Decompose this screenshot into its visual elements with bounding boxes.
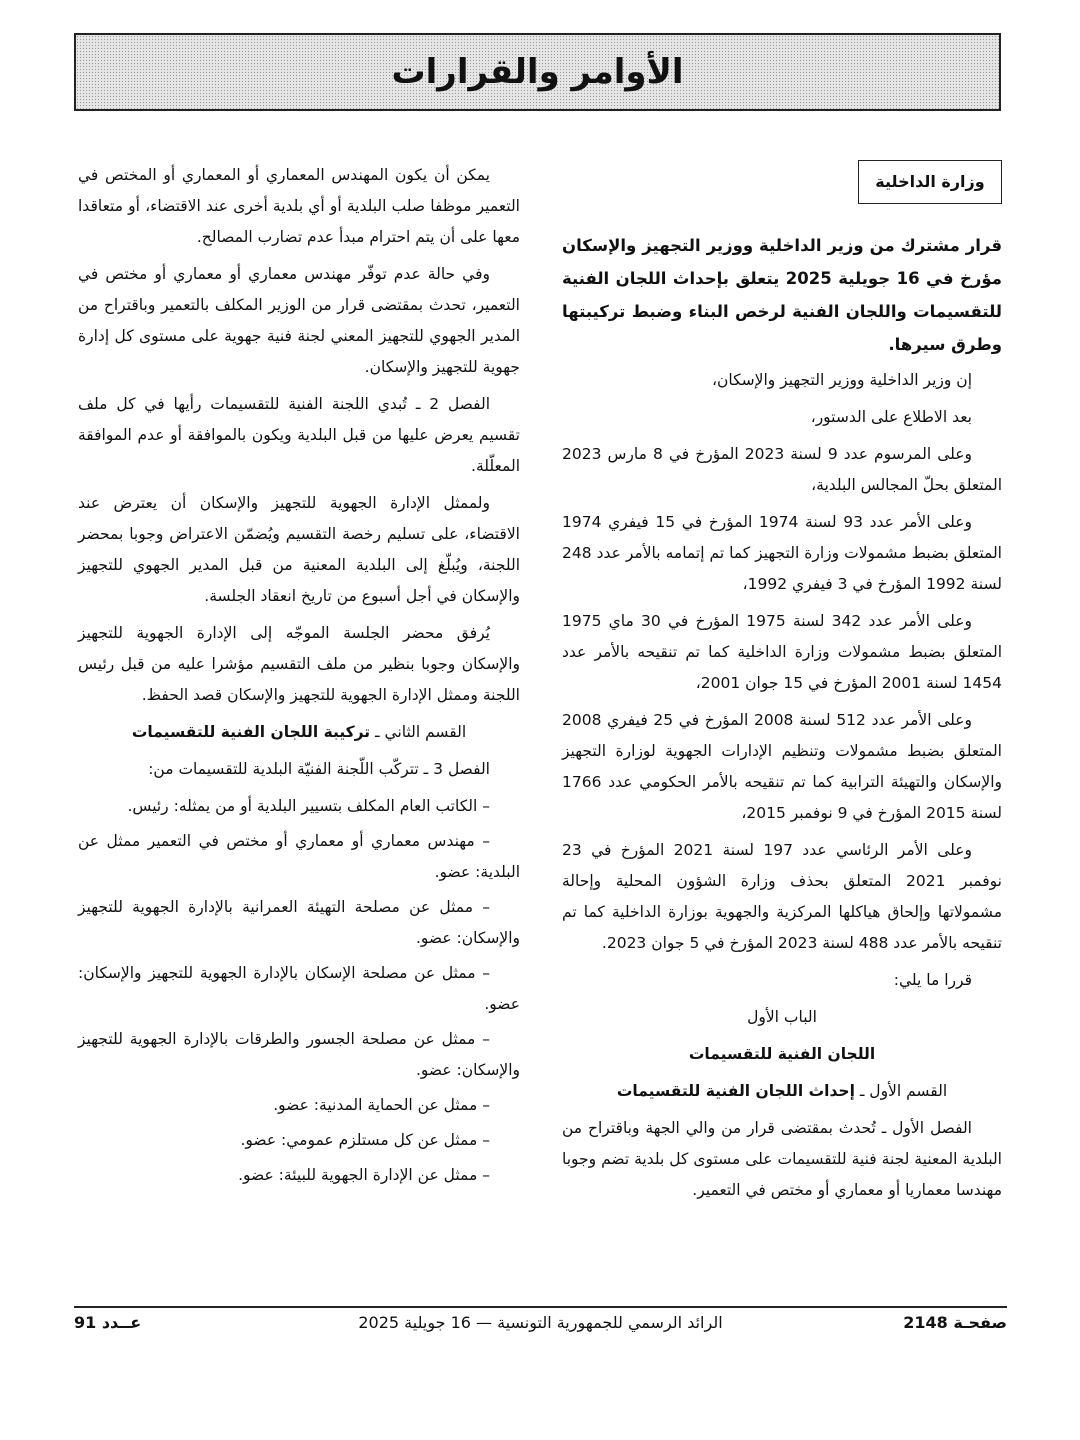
section-1-heading [562, 1076, 1002, 1107]
visa-2: وعلى الأمر عدد 93 لسنة 1974 المؤرخ في 15 فيفري 1974 المتعلق بضبط مشمولات وزارة التجهيز كما تم إتمامه بالأمر عدد 248 لسنة 1992 المؤرخ في 3 فيفري 1992، [562, 513, 1002, 593]
page-banner [74, 33, 1001, 111]
dash-mark: – [482, 1166, 490, 1184]
page-number: صفحـة 2148 [903, 1313, 1007, 1332]
visa-5: وعلى الأمر الرئاسي عدد 197 لسنة 2021 المؤرخ في 23 نوفمبر 2021 المتعلق بحذف وزارة الشؤون المحلية وإحالة مشمولاتها وإلحاق هياكلها المركزية والجهوية بوزارة الداخلية كما تم تنقيحه بالأمر عدد 488 لسنة 2023 المؤرخ في 5 جوان 2023. [562, 841, 1002, 952]
member-item [78, 1090, 520, 1121]
member-item [78, 1125, 520, 1156]
issue-number: عــدد 91 [74, 1313, 142, 1332]
article-1: الفصل الأول ـ تُحدث بمقتضى قرار من والي الجهة وباقتراح من البلدية المعنية لجنة فنية للتقسيمات على مستوى كل بلدية تضم وجوبا مهندسا معماريا أو معماري أو مختص في التعمير. [562, 1119, 1002, 1199]
member-item [78, 1160, 520, 1191]
member-item [78, 826, 520, 888]
member-text: مهندس معماري أو معماري أو مختص في التعمير ممثل عن البلدية: عضو. [78, 832, 520, 881]
visa-1: وعلى المرسوم عدد 9 لسنة 2023 المؤرخ في 8 مارس 2023 المتعلق بحلّ المجالس البلدية، [562, 445, 1002, 494]
left-paragraph-2: وفي حالة عدم توفّر مهندس معماري أو معماري أو مختص في التعمير، تحدث بمقتضى قرار من الوزير المكلف بالتعمير وباقتراح من المدير الجهوي للتجهيز المعني لجنة فنية جهوية على مستوى كل إدارة جهوية للتجهيز والإسكان. [78, 265, 520, 376]
chapter-heading: الباب الأول [747, 1008, 817, 1026]
banner-title: الأوامر والقرارات [391, 52, 684, 92]
dash-mark: – [482, 1030, 490, 1048]
member-item [78, 892, 520, 954]
section-1-title: إحداث اللجان الفنية للتقسيمات [616, 1082, 855, 1100]
member-text: ممثل عن مصلحة الجسور والطرقات بالإدارة الجهوية للتجهيز والإسكان: عضو. [78, 1030, 520, 1079]
right-column [562, 160, 1002, 1212]
article-3: الفصل 3 ـ تتركّب اللّجنة الفنيّة البلدية للتقسيمات من: [148, 760, 490, 778]
section-1-prefix: القسم الأول ـ [854, 1082, 948, 1100]
visa-4: وعلى الأمر عدد 512 لسنة 2008 المؤرخ في 25 فيفري 2008 المتعلق بضبط مشمولات وتنظيم الإدارات الجهوية لوزارة التجهيز والإسكان والتهيئة الترابية كما تم تنقيحه بالأمر الحكومي عدد 1766 لسنة 2015 المؤرخ في 9 نوفمبر 2015، [562, 711, 1002, 822]
dash-mark: – [482, 964, 490, 982]
section-2-prefix: القسم الثاني ـ [370, 723, 467, 741]
left-column [78, 160, 520, 1195]
left-paragraph-4: يُرفق محضر الجلسة الموجّه إلى الإدارة الجهوية للتجهيز والإسكان وجوبا بنظير من ملف التقسيم مؤشرا عليه من قبل رئيس اللجنة وممثل الإدارة الجهوية للتجهيز والإسكان قصد الحفظ. [78, 624, 520, 704]
member-item [78, 791, 520, 822]
section-2-title: تركيبة اللجان الفنية للتقسيمات [131, 723, 371, 741]
dash-mark: – [482, 1131, 490, 1149]
dash-mark: – [482, 832, 490, 850]
left-paragraph-1: يمكن أن يكون المهندس المعماري أو المعماري أو المختص في التعمير موظفا صلب البلدية أو أي بلدية أخرى عند الاقتضاء، أو متعاقدا معها على أن يتم احترام مبدأ عدم تضارب المصالح. [78, 166, 520, 246]
dash-mark: – [482, 898, 490, 916]
article-2: الفصل 2 ـ تُبدي اللجنة الفنية للتقسيمات رأيها في كل ملف تقسيم يعرض عليها من قبل البلدية ويكون بالموافقة أو عدم الموافقة المعلّلة. [78, 395, 520, 475]
member-text: الكاتب العام المكلف بتسيير البلدية أو من يمثله: رئيس. [127, 797, 478, 815]
dash-mark: – [482, 797, 490, 815]
left-paragraph-3: ولممثل الإدارة الجهوية للتجهيز والإسكان أن يعترض عند الاقتضاء، على تسليم رخصة التقسيم ويُضمّن الاعتراض وجوبا بمحضر اللجنة، ويُبلّغ إلى البلدية المعنية من قبل المدير الجهوي للتجهيز والإسكان في أجل أسبوع من تاريخ انعقاد الجلسة. [78, 494, 520, 605]
member-text: ممثل عن مصلحة الإسكان بالإدارة الجهوية للتجهيز والإسكان: عضو. [78, 964, 520, 1013]
chapter-title: اللجان الفنية للتقسيمات [688, 1045, 876, 1063]
visa-constitution: بعد الاطلاع على الدستور، [810, 408, 972, 426]
gazette-title-date: الرائد الرسمي للجمهورية التونسية — 16 جويلية 2025 [358, 1313, 723, 1332]
member-item [78, 958, 520, 1020]
decree-intro: إن وزير الداخلية ووزير التجهيز والإسكان، [711, 371, 972, 389]
decided-line: قررا ما يلي: [893, 971, 972, 989]
ministry-box: وزارة الداخلية [858, 160, 1002, 204]
dash-mark: – [482, 1096, 490, 1114]
footer-divider [74, 1306, 1007, 1308]
member-text: ممثل عن مصلحة التهيئة العمرانية بالإدارة الجهوية للتجهيز والإسكان: عضو. [78, 898, 520, 947]
member-text: ممثل عن كل مستلزم عمومي: عضو. [240, 1131, 478, 1149]
decree-title: قرار مشترك من وزير الداخلية ووزير التجهيز والإسكان مؤرخ في 16 جويلية 2025 يتعلق بإحداث اللجان الفنية للتقسيمات واللجان الفنية لرخص البناء وضبط تركيبتها وطرق سيرها. [562, 236, 1002, 354]
section-2-heading [78, 717, 520, 748]
member-item [78, 1024, 520, 1086]
page-footer [74, 1313, 1007, 1343]
member-text: ممثل عن الإدارة الجهوية للبيئة: عضو. [238, 1166, 478, 1184]
visa-3: وعلى الأمر عدد 342 لسنة 1975 المؤرخ في 30 ماي 1975 المتعلق بضبط مشمولات وزارة الداخلية كما تم تنقيحه بالأمر عدد 1454 لسنة 2001 المؤرخ في 15 جوان 2001، [562, 612, 1002, 692]
member-text: ممثل عن الحماية المدنية: عضو. [273, 1096, 478, 1114]
